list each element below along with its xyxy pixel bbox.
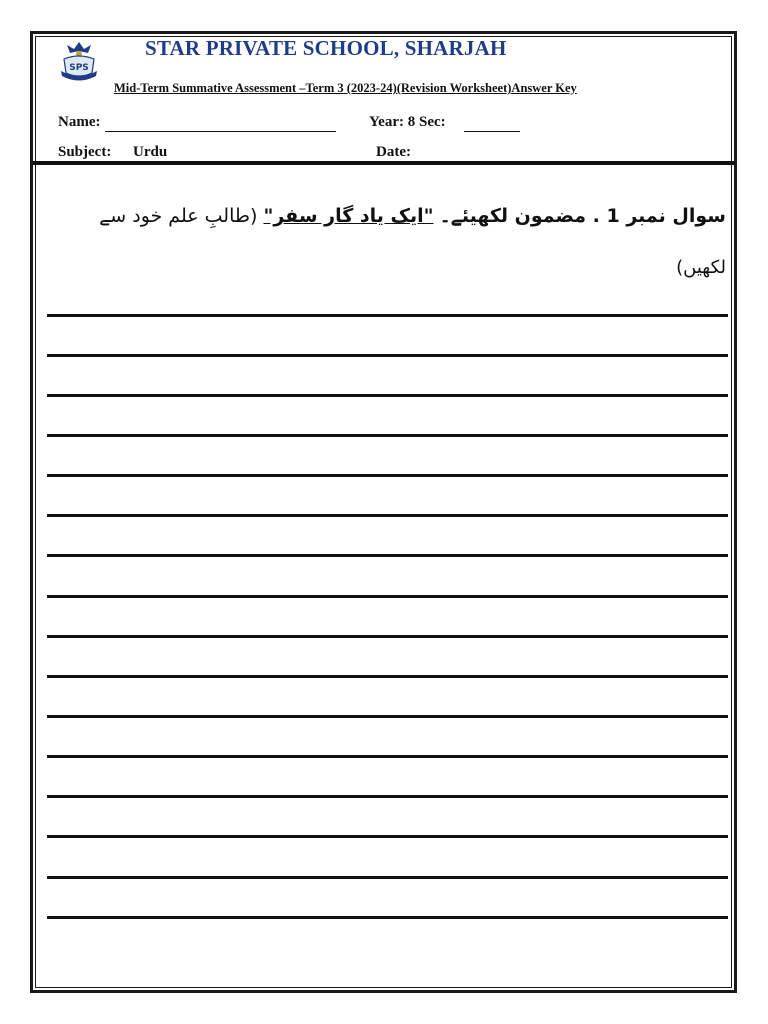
question-label: سوال نمبر 1 . مضمون لکھیئے۔	[439, 205, 726, 227]
writing-line	[47, 635, 728, 638]
year-section-label: Year: 8 Sec:	[369, 114, 446, 130]
school-name: STAR PRIVATE SCHOOL, SHARJAH	[145, 36, 507, 60]
school-logo-icon	[56, 39, 102, 83]
writing-line	[47, 795, 728, 798]
page-border-inner	[35, 36, 732, 988]
section-blank	[464, 131, 520, 132]
date-label: Date:	[376, 144, 411, 160]
header-divider	[33, 161, 735, 165]
writing-line	[47, 314, 728, 317]
writing-line	[47, 474, 728, 477]
writing-line	[47, 514, 728, 517]
name-label: Name:	[58, 114, 101, 130]
writing-line	[47, 876, 728, 879]
writing-line	[47, 354, 728, 357]
question-instruction-continued: لکھیں)	[676, 257, 726, 278]
subject-value: Urdu	[133, 144, 168, 160]
name-blank	[105, 131, 336, 132]
writing-line	[47, 554, 728, 557]
subject-label: Subject:	[58, 144, 112, 160]
logo-text: SPS	[69, 63, 89, 73]
writing-line	[47, 916, 728, 919]
writing-line	[47, 434, 728, 437]
writing-line	[47, 595, 728, 598]
writing-line	[47, 675, 728, 678]
essay-title: "ایک یاد گار سفر"	[263, 205, 434, 227]
question-heading	[99, 205, 726, 227]
assessment-subtitle: Mid-Term Summative Assessment –Term 3 (2023-24)(Revision Worksheet)Answer Key	[114, 81, 577, 95]
writing-line	[47, 755, 728, 758]
question-instruction: (طالبِ علم خود سے	[99, 205, 258, 227]
writing-line	[47, 394, 728, 397]
writing-line	[47, 835, 728, 838]
writing-line	[47, 715, 728, 718]
